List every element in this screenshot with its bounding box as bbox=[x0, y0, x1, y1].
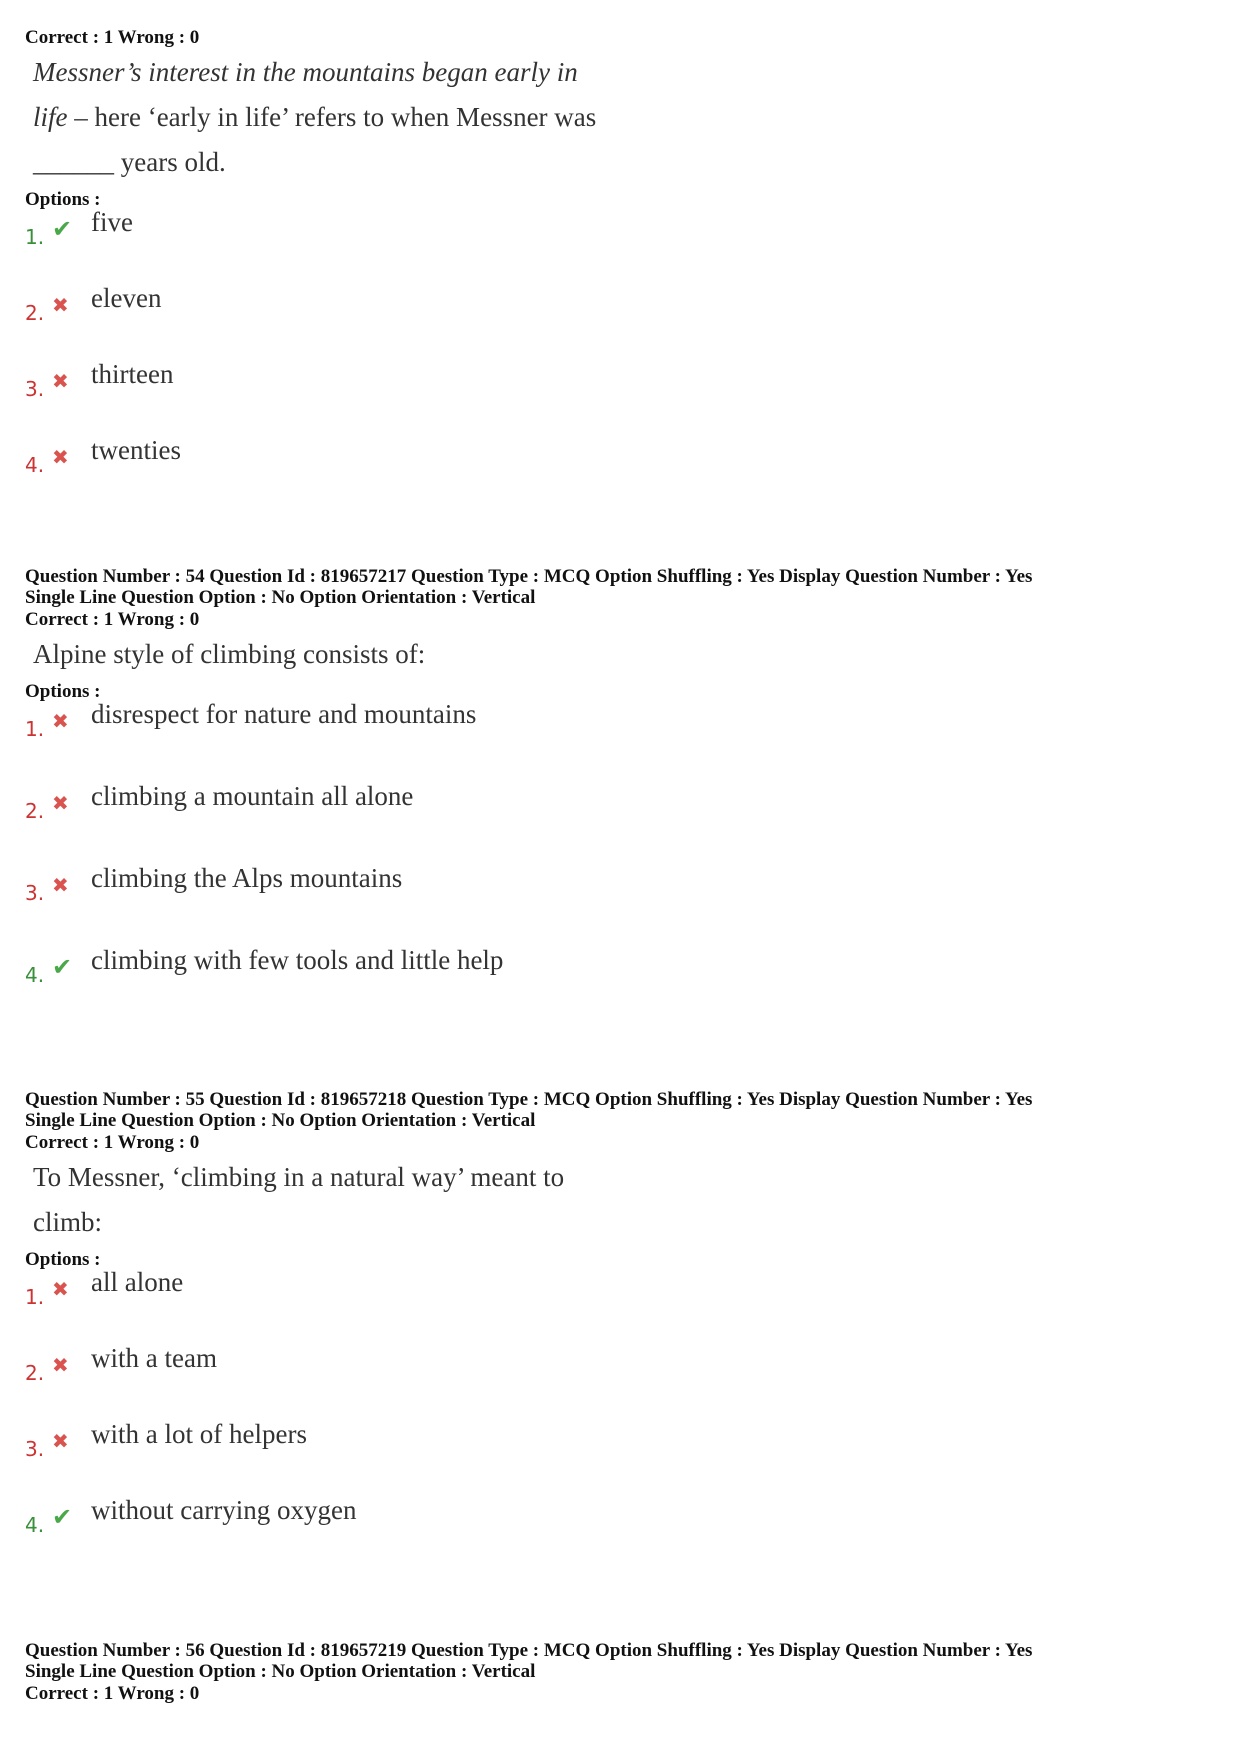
options-list bbox=[25, 1267, 1215, 1577]
option-item bbox=[25, 1267, 1215, 1349]
question-text-line bbox=[33, 95, 713, 140]
option-number: 4. bbox=[25, 453, 45, 477]
cross-icon: ✖ bbox=[52, 1353, 69, 1377]
question-text-line: ______ years old. bbox=[33, 147, 226, 177]
options-list bbox=[25, 699, 1215, 1033]
question-text bbox=[33, 50, 713, 185]
option-item bbox=[25, 1419, 1215, 1501]
question-meta-line: Single Line Question Option : No Option Orientation : Vertical bbox=[25, 587, 536, 608]
question-meta-line: Question Number : 54 Question Id : 819657217 Question Type : MCQ Option Shuffling : Yes Display Question Number : Yes bbox=[25, 566, 1033, 587]
score-line: Correct : 1 Wrong : 0 bbox=[25, 1683, 200, 1704]
option-number: 1. bbox=[25, 225, 45, 249]
option-number: 2. bbox=[25, 1361, 45, 1385]
option-text: with a lot of helpers bbox=[91, 1419, 307, 1449]
option-number: 4. bbox=[25, 963, 45, 987]
question-text-italic: life bbox=[33, 102, 68, 132]
check-icon: ✔ bbox=[52, 1503, 73, 1531]
option-text: thirteen bbox=[91, 359, 174, 389]
option-text: climbing the Alps mountains bbox=[91, 863, 403, 893]
question-text-line: To Messner, ‘climbing in a natural way’ meant to bbox=[33, 1162, 565, 1192]
cross-icon: ✖ bbox=[52, 369, 69, 393]
option-text: without carrying oxygen bbox=[91, 1495, 357, 1525]
cross-icon: ✖ bbox=[52, 1429, 69, 1453]
cross-icon: ✖ bbox=[52, 791, 69, 815]
option-number: 3. bbox=[25, 377, 45, 401]
question-meta-line: Single Line Question Option : No Option Orientation : Vertical bbox=[25, 1110, 536, 1131]
check-icon: ✔ bbox=[52, 215, 73, 243]
option-number: 4. bbox=[25, 1513, 45, 1537]
option-number: 3. bbox=[25, 881, 45, 905]
cross-icon: ✖ bbox=[52, 873, 69, 897]
question-55 bbox=[25, 1089, 1215, 1577]
option-item bbox=[25, 863, 1215, 951]
options-label: Options : bbox=[25, 189, 101, 210]
option-number: 1. bbox=[25, 717, 45, 741]
question-text-line: Alpine style of climbing consists of: bbox=[33, 639, 426, 669]
option-item bbox=[25, 1343, 1215, 1425]
cross-icon: ✖ bbox=[52, 709, 69, 733]
option-item bbox=[25, 1495, 1215, 1577]
option-number: 3. bbox=[25, 1437, 45, 1461]
option-item bbox=[25, 359, 1215, 441]
question-meta-line: Question Number : 56 Question Id : 819657219 Question Type : MCQ Option Shuffling : Yes Display Question Number : Yes bbox=[25, 1640, 1033, 1661]
option-text: twenties bbox=[91, 435, 181, 465]
question-meta-line: Single Line Question Option : No Option Orientation : Vertical bbox=[25, 1661, 536, 1682]
option-item bbox=[25, 283, 1215, 365]
option-text: disrespect for nature and mountains bbox=[91, 699, 477, 729]
question-text bbox=[33, 1155, 713, 1245]
score-line: Correct : 1 Wrong : 0 bbox=[25, 27, 200, 48]
question-54 bbox=[25, 566, 1215, 1033]
option-item bbox=[25, 945, 1215, 1033]
option-number: 2. bbox=[25, 799, 45, 823]
option-text: eleven bbox=[91, 283, 162, 313]
options-label: Options : bbox=[25, 1249, 101, 1270]
option-item bbox=[25, 435, 1215, 517]
option-text: climbing a mountain all alone bbox=[91, 781, 414, 811]
cross-icon: ✖ bbox=[52, 1277, 69, 1301]
option-item bbox=[25, 207, 1215, 289]
cross-icon: ✖ bbox=[52, 445, 69, 469]
option-number: 1. bbox=[25, 1285, 45, 1309]
question-53 bbox=[25, 26, 1215, 517]
question-text-line: climb: bbox=[33, 1207, 102, 1237]
option-item bbox=[25, 699, 1215, 787]
question-text-rest: – here ‘early in life’ refers to when Messner was bbox=[67, 102, 597, 132]
score-line: Correct : 1 Wrong : 0 bbox=[25, 1132, 200, 1153]
question-meta-line: Question Number : 55 Question Id : 819657218 Question Type : MCQ Option Shuffling : Yes Display Question Number : Yes bbox=[25, 1089, 1033, 1110]
option-item bbox=[25, 781, 1215, 869]
question-text bbox=[33, 632, 713, 677]
check-icon: ✔ bbox=[52, 953, 73, 981]
options-list bbox=[25, 207, 1215, 517]
option-text: climbing with few tools and little help bbox=[91, 945, 504, 975]
option-text: all alone bbox=[91, 1267, 184, 1297]
option-text: five bbox=[91, 207, 133, 237]
option-text: with a team bbox=[91, 1343, 217, 1373]
score-line: Correct : 1 Wrong : 0 bbox=[25, 609, 200, 630]
option-number: 2. bbox=[25, 301, 45, 325]
question-56 bbox=[25, 1640, 1215, 1706]
cross-icon: ✖ bbox=[52, 293, 69, 317]
options-label: Options : bbox=[25, 681, 101, 702]
question-text-line: Messner’s interest in the mountains began early in bbox=[33, 57, 578, 87]
